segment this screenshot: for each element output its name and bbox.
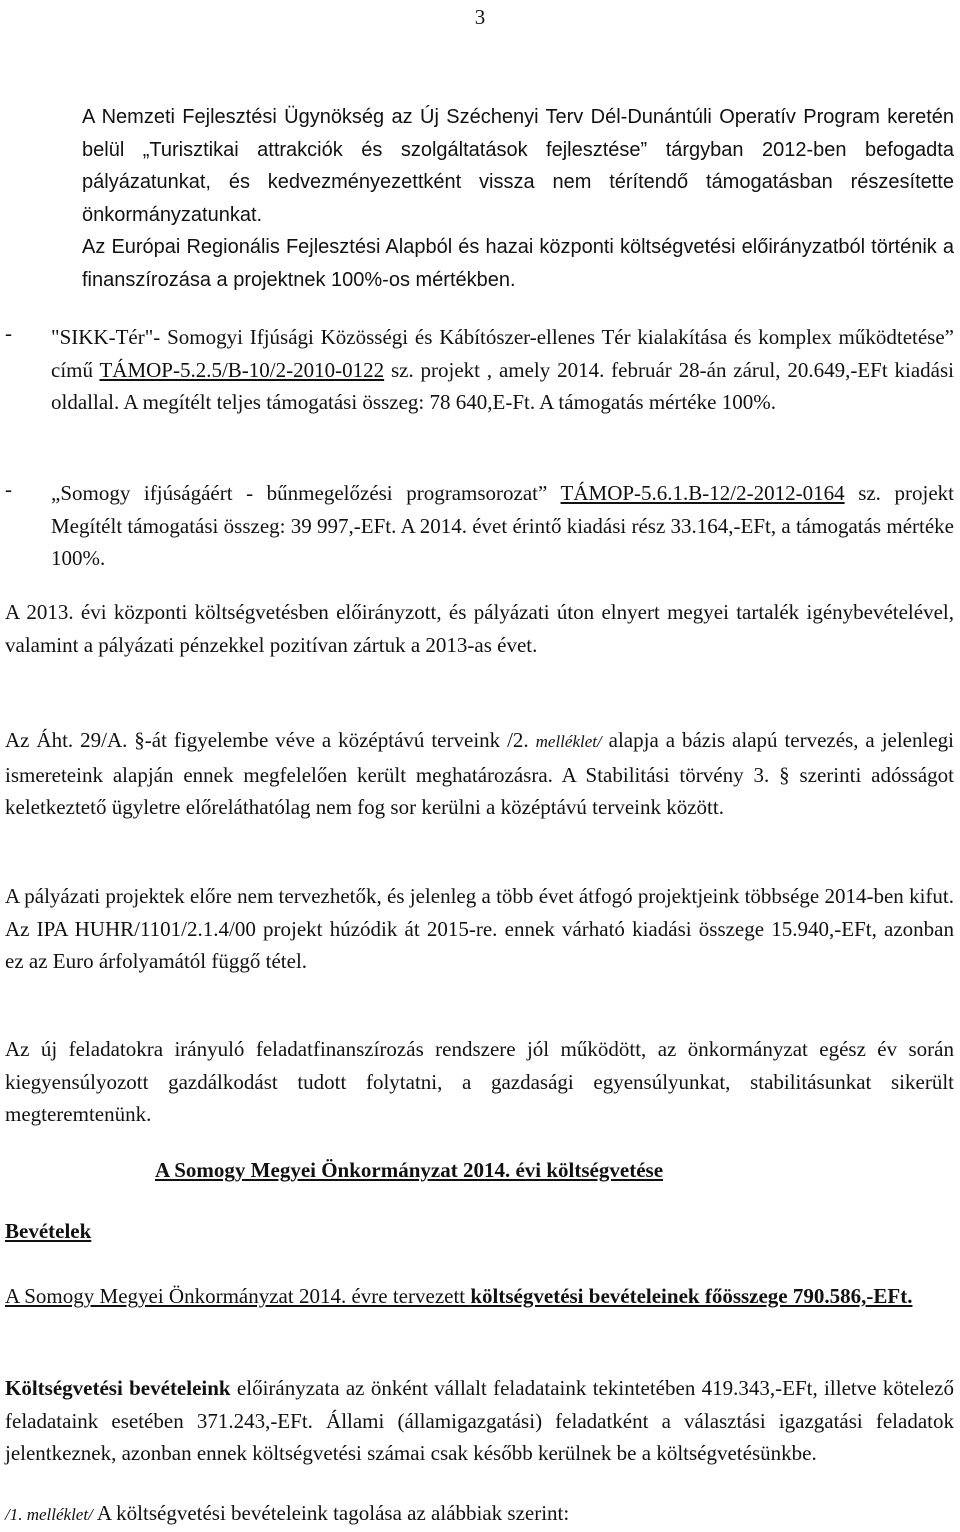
aht-text: alapja a bázis alapú tervezés, a jelenlegi ismereteink alapján ennek megfelelően került meghatározásra. A Stabilitási törvény 3. (5, 728, 954, 787)
annex-reference: melléklet/ (535, 732, 602, 751)
aht-text: -át figyelembe véve a középtávú terveink (144, 728, 508, 752)
budget-bold-label: Költségvetési bevételeink (5, 1376, 231, 1400)
budget-text: előirányzata az önként vállalt feladataink tekintetében 419.343,-EFt, illetve kötelező feladataink esetében 371.243,-EFt. Állami (államigazgatási) feladatként a választási igazgatási feladatok jelentkeznek, azonban ennek költségvetési számai csak később kerülnek be a költségvetésünkbe. (5, 1376, 954, 1465)
paragraph-new-tasks: Az új feladatokra irányuló feladatfinanszírozás rendszere jól működött, az önkormányzat egész év során kiegyensúlyozott gazdálkodást tudott folytatni, a gazdasági egyensúlyunkat, stabilitásunkat sikerült megteremtenünk. (5, 1037, 954, 1126)
paragraph-2013: A 2013. évi központi költségvetésben előirányzott, és pályázati úton elnyert megyei tartalék igénybevételével, valamint a pályázati pénzekkel pozitívan zártuk a 2013-as évet. (5, 600, 954, 657)
intro-text-1: A Nemzeti Fejlesztési Ügynökség az Új Széchenyi Terv Dél-Dunántúli Operatív Program keretén belül „Turisztikai attrakciók és szolgáltatások fejlesztése” tárgyban 2012-ben befogadta pályázatunkat, és kedvezményezettként vissza nem térítendő támogatásban részesítette önkormányzatunkat. (82, 106, 954, 226)
paragraph-aht (5, 724, 954, 824)
project-text: „Somogy ifjúságáért - bűnmegelőzési programsorozat” (51, 481, 561, 505)
annex-reference: /1. melléklet/ (5, 1505, 93, 1524)
project-code: TÁMOP-5.6.1.B-12/2-2012-0164 (560, 481, 845, 505)
section-sign: § (779, 762, 790, 787)
project-text: sz. projekt Megítélt támogatási összeg: 39 997,-EFt. A 2014. évet érintő kiadási rész 33.164,-EFt, a támogatás mértéke 100%. (51, 481, 954, 570)
list-dash: - (5, 477, 12, 501)
paragraph-total (5, 1280, 954, 1313)
annex-text: A költségvetési bevételeink tagolása az alábbiak szerint: (92, 1501, 570, 1525)
paragraph-budget (5, 1372, 954, 1470)
intro-paragraph (82, 101, 954, 296)
aht-text: szerinti adósságot keletkeztető ügyletre előreláthatólag nem fog sor kerülni a középtávú terveink között. (5, 762, 954, 819)
total-amount: költségvetési bevételeinek főösszege 790.586,-EFt. (470, 1284, 913, 1308)
project-list-item (5, 477, 954, 577)
project-text: "SIKK-Tér"- Somogyi Ifjúsági Közösségi és Kábítószer-ellenes Tér kialakítása és komplex működtetése” című (51, 325, 954, 382)
project-list-item (5, 321, 954, 461)
annex-line (5, 1497, 954, 1532)
project-text: sz. projekt , amely 2014. február 28-án zárul, 20.649,-EFt kiadási oldallal. A megítélt teljes támogatási összeg: 78 640,E-Ft. A támogatás mértéke 100%. (51, 357, 954, 414)
revenue-heading: Bevételek (5, 1219, 92, 1243)
list-dash: - (5, 321, 12, 345)
total-text: A Somogy Megyei Önkormányzat 2014. évre tervezett (5, 1284, 471, 1308)
page-number: 3 (474, 5, 486, 29)
aht-text: Az Áht. 29/A. (5, 728, 135, 752)
annex-number: /2. (507, 728, 536, 752)
budget-title: A Somogy Megyei Önkormányzat 2014. évi költségvetése (155, 1158, 664, 1182)
intro-text-2: Az Európai Regionális Fejlesztési Alapból és hazai központi költségvetési előirányzatból történik a finanszírozása a projektnek 100%-os mértékben. (82, 236, 954, 291)
section-sign: § (134, 728, 145, 752)
project-code: TÁMOP-5.2.5/B-10/2-2010-0122 (99, 357, 385, 382)
paragraph-projects: A pályázati projektek előre nem tervezhetők, és jelenleg a több évet átfogó projektjeink többsége 2014-ben kifut. Az IPA HUHR/1101/2.1.4/00 projekt húzódik át 2015-re. ennek várható kiadási összege 15.940,-EFt, azonban ez az Euro árfolyamától függő tétel. (5, 884, 954, 973)
